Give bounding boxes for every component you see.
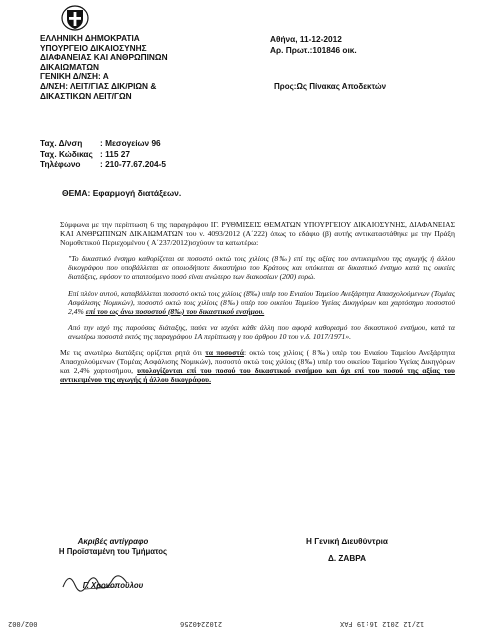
contact-label: Ταχ. Δ/νση — [40, 138, 83, 148]
contact-label: Τηλέφωνο — [40, 159, 81, 170]
fax-page-count: 002/002 — [8, 620, 38, 628]
body-text: : οκτώ τοις χιλίοις ( 8‰) υπέρ του Ενιαίου Ταμείου Ανεξάρτητα Απασχολούμενων (Τομέας Ασφάλισης Νομικών), ποσοστό οκτώ τοις χιλίοις (8‰) υπέρ του οικείου Ταμείου Υγείας Δικηγόρων και 2,4% χαρτοσήμου, — [60, 348, 455, 376]
quoted-provision: Από την ισχύ της παρούσας διάταξης, παύει να ισχύει κάθε άλλη που αφορά καθορισμό του δικαστικού ενσήμου, κατά τα ανωτέρω ποσοστά εκτός της παραγράφου 1Α περίπτωση γ του άρθρου 10 του ν.δ. 1017/1971». — [68, 322, 455, 341]
letterhead-line: Δ/ΝΣΗ: ΛΕΙΤ/ΓΙΑΣ ΔΙΚ/ΡΙΩΝ & — [40, 80, 157, 91]
letterhead-line: ΔΙΚΑΣΤΙΚΩΝ ΛΕΙΤ/ΓΩΝ — [40, 90, 132, 101]
contact-row — [40, 149, 166, 160]
section-head-title: Η Προϊσταμένη του Τμήματος — [58, 547, 168, 556]
director-title: Η Γενική Διευθύντρια — [306, 537, 388, 546]
fax-number: 2102240256 — [180, 620, 223, 628]
contact-row — [40, 159, 166, 170]
document-date: Αθήνα, 11-12-2012 — [270, 34, 342, 44]
contact-value: : 210-77.67.204-5 — [100, 159, 166, 170]
letterhead-line: ΓΕΝΙΚΗ Δ/ΝΣΗ: Α — [40, 71, 109, 82]
quoted-provision — [60, 289, 455, 316]
greek-coat-of-arms-emblem — [61, 5, 89, 31]
recipient: Προς:Ως Πίνακας Αποδεκτών — [274, 82, 387, 91]
date-block — [270, 34, 357, 55]
letterhead-line: ΔΙΚΑΙΩΜΑΤΩΝ — [40, 61, 99, 72]
contact-value: : Μεσογείων 96 — [100, 138, 161, 148]
letterhead — [40, 34, 168, 101]
body-paragraph: Σύμφωνα με την περίπτωση 6 της παραγράφου ΙΓ. ΡΥΘΜΙΣΕΙΣ ΘΕΜΑΤΩΝ ΥΠΟΥΡΓΕΙΟΥ ΔΙΚΑΙΟΣΥΝΗΣ, ΔΙΑΦΑΝΕΙΑΣ ΚΑΙ ΑΝΘΡΩΠΙΝΩΝ ΔΙΚΑΙΩΜΑΤΩΝ του ν. 4093/2012 (Α΄222) όπως το εδάφιο (β) αυτής αντικαταστάθηκε με την Πράξη Νομοθετικού Περιεχομένου ( Α΄237/2012)ισχύουν τα κατωτέρω: — [60, 220, 455, 248]
body-paragraph — [60, 348, 455, 384]
protocol-number: Αρ. Πρωτ.:101846 οικ. — [270, 44, 357, 55]
director-signature-block — [282, 533, 412, 567]
subject-line: ΘΕΜΑ: Εφαρμογή διατάξεων. — [62, 188, 182, 198]
quoted-provision: "Το δικαστικό ένσημο καθορίζεται σε ποσοστό οκτώ τοις χιλίοις (8‰) επί της αξίας του αντικειμένου της αγωγής ή άλλου δικογράφου που υποβάλλεται σε οποιοδήποτε δικαστήριο του Κράτους και υπόκειται σε δικαστικό ένσημο κατά τις οικείες διατάξεις, εφόσον το απαιτούμενο ποσό είναι ανώτερο των διακοσίων (200) ευρώ. — [68, 254, 455, 282]
body-text: Με τις ανωτέρω διατάξεις ορίζεται ρητά ότι — [60, 348, 206, 358]
underlined-text: τα ποσοστά — [205, 348, 244, 358]
letter-body — [60, 220, 455, 391]
letterhead-line: ΥΠΟΥΡΓΕΙΟ ΔΙΚΑΙΟΣΥΝΗΣ — [40, 42, 147, 53]
letterhead-line: ΔΙΑΦΑΝΕΙΑΣ ΚΑΙ ΑΝΘΡΩΠΙΝΩΝ — [40, 52, 168, 63]
section-head-name: Γ. Χρονοπούλου — [82, 581, 144, 590]
underlined-text: υπολογίζονται επί του ποσού του δικαστικού ενσήμου και όχι επί του ποσού της αξίας του αντικειμένου της αγωγής ή άλλου δικογράφου. — [60, 366, 455, 385]
underlined-text: επί του ως άνω ποσοστού (8‰) του δικαστικού ενσήμου. — [85, 306, 265, 316]
contact-label: Ταχ. Κώδικας — [40, 148, 93, 159]
contact-row — [40, 138, 166, 149]
fax-timestamp: 12/12 2012 16:19 FAX — [340, 620, 425, 628]
certified-copy-label: Ακριβές αντίγραφο — [77, 537, 149, 546]
fax-transmission-header — [0, 612, 480, 638]
handwritten-signature — [55, 567, 145, 597]
director-name: Δ. ΖΑΒΡΑ — [327, 554, 367, 563]
letterhead-line: ΕΛΛΗΝΙΚΗ ΔΗΜΟΚΡΑΤΙΑ — [40, 33, 140, 43]
contact-value: : 115 27 — [100, 148, 130, 159]
contact-block — [40, 138, 166, 170]
quoted-text: Επί πλέον αυτού, καταβάλλεται ποσοστό οκτώ τοις χιλίοις (8‰) υπέρ του Ενιαίου Ταμείου Ανεξάρτητα Απασχολούμενων (Τομέας Ασφάλισης Νομικών), ποσοστό οκτώ τοις χιλίοις (8‰) υπέρ του οικείου Ταμείου Υγείας Δικηγόρων και χαρτόσημο ποσοστού 2,4% — [68, 288, 455, 316]
